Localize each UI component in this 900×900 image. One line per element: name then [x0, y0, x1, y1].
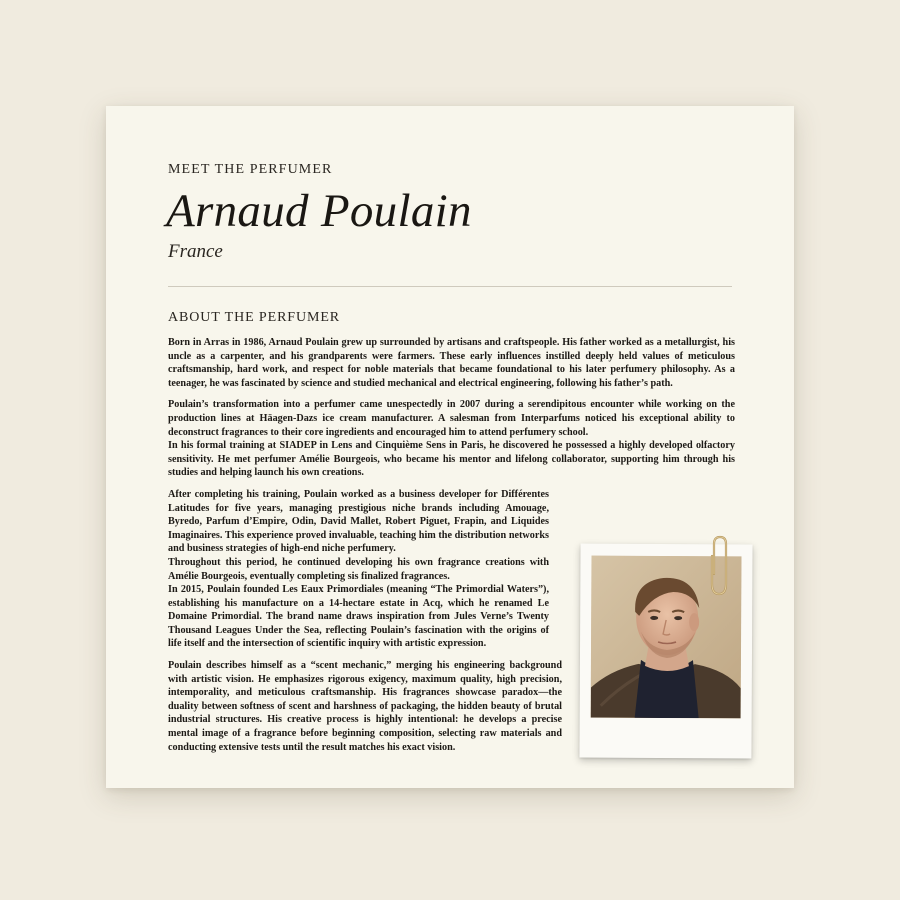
bio-paragraph-4: Poulain describes himself as a “scent mechanic,” merging his engineering background with artistic vision. He emphasizes rigorous exigency, maximum quality, high precision, intemporality, and meticulous craftsmanship. His fragrances showcase paradox—the duality between softness of scent and harshness of packaging, the hidden beauty of brutal industrial structures. His creative process is highly intentional: he develops a precise mental image of a fragrance before beginning composition, selecting raw materials and conducting extensive tests until the result matches his exact vision. — [168, 660, 562, 753]
paperclip-icon — [704, 534, 734, 598]
bio-paragraph-3b: Throughout this period, he continued developing his own fragrance creations with Amélie Bourgeois, eventually completing sis finalized fragrances. — [168, 556, 549, 582]
about-heading: ABOUT THE PERFUMER — [168, 310, 341, 325]
bio-paragraph-3c: In 2015, Poulain founded Les Eaux Primordiales (meaning “The Primordial Waters”), establishing his manufacture on a 14-hectare estate in Acq, which he renamed Le Domaine Primordial. The brand name draws inspiration from Jules Verne’s Twenty Thousand Leagues Under the Sea, reflecting Poulain’s fascination with the origins of life itself and the intersection of scientific inquiry with artistic expression. — [168, 584, 549, 650]
bio-paragraph-2b: In his formal training at SIADEP in Lens and Cinquième Sens in Paris, he discovered he possessed a highly developed olfactory sensitivity. He met perfumer Amélie Bourgeois, who became his mentor and lifelong collaborator, supporting him through his studies and helping launch his own creations. — [168, 440, 735, 479]
bio-paragraph-2a: Poulain’s transformation into a perfumer came unespectedly in 2007 during a serendipitous encounter while working on the production lines at Häagen-Dazs ice cream manufacturer. A salesman from Interparfums noticed his exceptional ability to deconstruct fragrances to their core ingredients and encouraged him to attend perfumery school. — [168, 399, 735, 438]
bio-paragraph-1: Born in Arras in 1986, Arnaud Poulain grew up surrounded by artisans and craftspeople. His father worked as a metallurgist, his uncle as a carpenter, and his grandparents were farmers. These early influences instilled deeply held values of meticulous craftsmanship, hard work, and respect for noble materials that became foundational to his later perfumery philosophy. As a teenager, he was fascinated by science and studied mechanical and electrical engineering, following his father’s path. — [168, 337, 735, 389]
bio-paragraph-3a: After completing his training, Poulain worked as a business developer for Différentes Latitudes for five years, managing prestigious niche brands including Amouage, Byredo, Parfum d’Empire, Odin, David Mallet, Robert Piguet, Frapin, and Liquides Imaginaires. This experience proved invaluable, teaching him the distribution networks and business strategies of high-end niche perfumery. — [168, 488, 549, 555]
profile-card — [106, 106, 794, 788]
divider — [168, 286, 732, 287]
bio-paragraph-2 — [168, 398, 735, 480]
perfumer-name: Arnaud Poulain — [166, 185, 472, 237]
eyebrow-label: MEET THE PERFUMER — [168, 162, 333, 177]
perfumer-country: France — [168, 241, 223, 262]
